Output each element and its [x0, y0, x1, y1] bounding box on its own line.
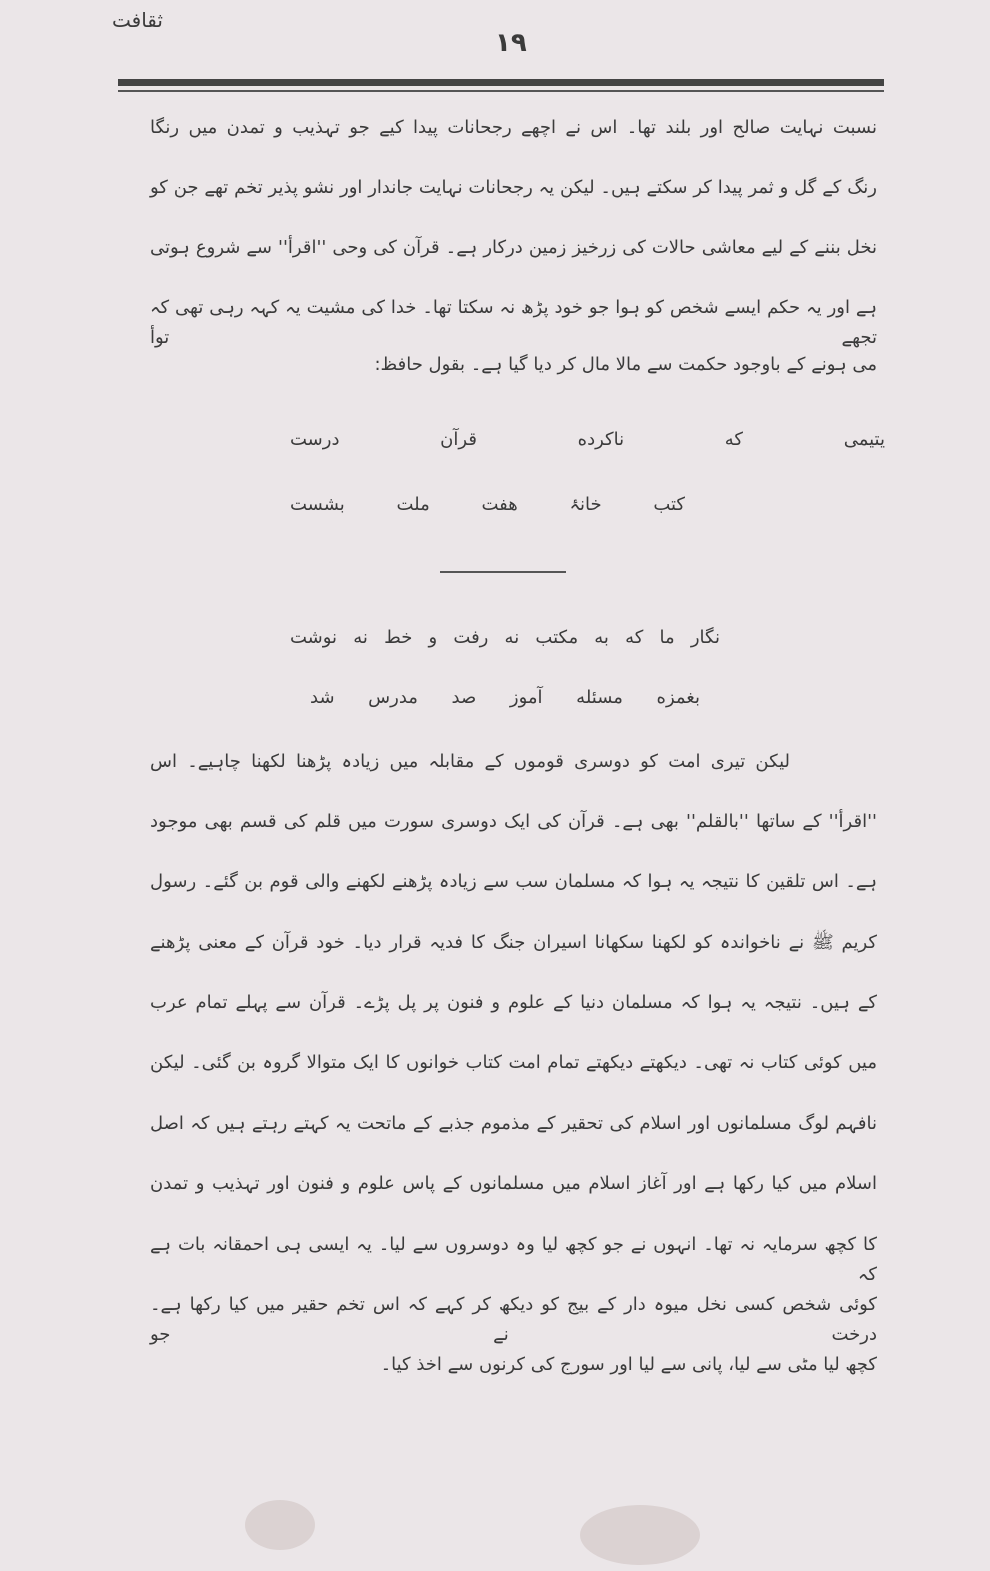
- text-line: می ہونے کے باوجود حکمت سے مالا مال کر دیا گیا ہے۔ بقول حافظ:: [374, 354, 877, 375]
- page-number: ۱۹: [495, 28, 527, 58]
- verse-line: یتیمی که ناکرده قرآن درست: [290, 429, 885, 450]
- text-line: لیکن تیری امت کو دوسری قوموں کے مقابلہ میں زیادہ پڑھنا لکھنا چاہیے۔ اس: [150, 751, 790, 772]
- text-line: اسلام میں کیا رکھا ہے اور آغاز اسلام میں مسلمانوں کے پاس علوم و فنون اور تہذیب و تمدن: [150, 1173, 877, 1194]
- header-rule-thin: [118, 90, 884, 92]
- header-rule: [118, 79, 884, 86]
- text-line: کے ہیں۔ نتیجہ یہ ہوا کہ مسلمان دنیا کے علوم و فنون پر پل پڑے۔ قرآن سے پہلے تمام عرب: [150, 992, 877, 1013]
- text-line: ہے۔ اس تلقین کا نتیجہ یہ ہوا کہ مسلمان سب سے زیادہ پڑھنے لکھنے والی قوم بن گئے۔ رسول: [150, 871, 877, 892]
- section-separator: [440, 571, 566, 573]
- text-line: رنگ کے گل و ثمر پیدا کر سکتے ہیں۔ لیکن یہ رجحانات نہایت جاندار اور نشو پذیر تخم تھے جن کو: [150, 177, 877, 198]
- verse-line: بغمزه مسئله آموز صد مدرس شد: [310, 687, 700, 708]
- text-line: میں کوئی کتاب نہ تھی۔ دیکھتے دیکھتے تمام امت کتاب خوانوں کا ایک متوالا گروہ بن گئی۔ لیکن: [150, 1052, 877, 1073]
- text-line: کوئی شخص کسی نخل میوہ دار کے بیج کو دیکھ کر کہے کہ اس تخم حقیر میں کیا رکھا ہے۔ درخت نے جو: [150, 1294, 877, 1345]
- text-line: نافہم لوگ مسلمانوں اور اسلام کی تحقیر کے مذموم جذبے کے ماتحت یہ کہتے رہتے ہیں کہ اصل: [150, 1113, 877, 1134]
- text-line: نخل بننے کے لیے معاشی حالات کی زرخیز زمین درکار ہے۔ قرآن کی وحی ''اقرأ'' سے شروع ہوتی: [150, 237, 877, 258]
- running-title: ثقافت: [112, 8, 163, 32]
- text-line: ہے اور یہ حکم ایسے شخص کو ہوا جو خود پڑھ نہ سکتا تھا۔ خدا کی مشیت یہ کہہ رہی تھی کہ تجھے توأ: [150, 297, 877, 348]
- paper-stain: [245, 1500, 315, 1550]
- verse-line: نگار ما که به مکتب نه رفت و خط نه نوشت: [290, 627, 720, 648]
- text-line: کریم ﷺ نے ناخواندہ کو لکھنا سکھانا اسیران جنگ کا فدیہ قرار دیا۔ خود قرآن کے معنی پڑھنے: [150, 932, 877, 953]
- verse-line: کتب خانۂ هفت ملت بشست: [290, 494, 685, 515]
- text-line: ''اقرأ'' کے ساتھا ''بالقلم'' بھی ہے۔ قرآن کی ایک دوسری سورت میں قلم کی قسم بھی موجود: [150, 811, 877, 832]
- text-line: کچھ لیا مٹی سے لیا، پانی سے لیا اور سورج کی کرنوں سے اخذ کیا۔: [380, 1354, 877, 1375]
- paper-stain: [580, 1505, 700, 1565]
- text-line: نسبت نہایت صالح اور بلند تھا۔ اس نے اچھے رجحانات پیدا کیے جو تہذیب و تمدن میں رنگا: [150, 117, 877, 138]
- text-line: کا کچھ سرمایہ نہ تھا۔ انہوں نے جو کچھ لیا وہ دوسروں سے لیا۔ یہ ایسی ہی احمقانہ بات ہے کہ: [150, 1234, 877, 1285]
